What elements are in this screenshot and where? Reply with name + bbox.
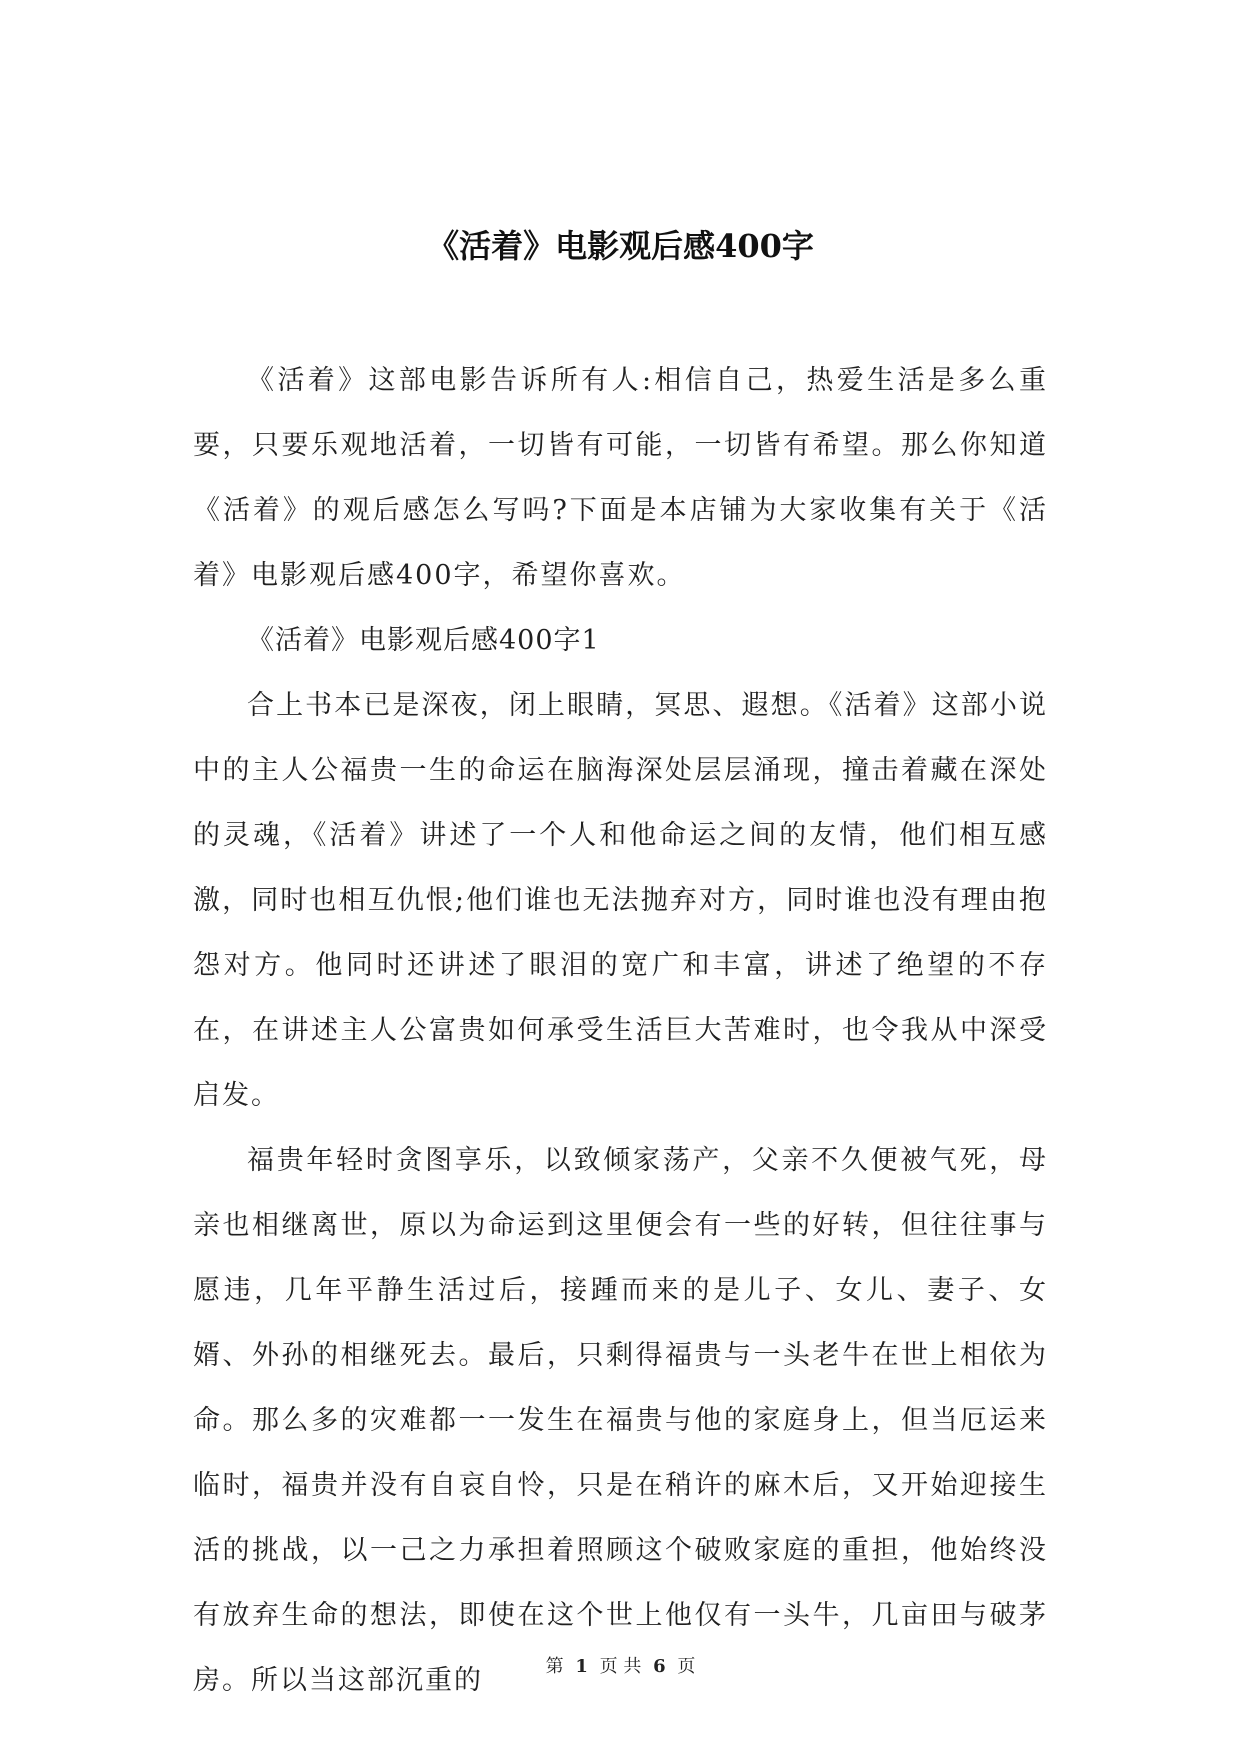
document-title: 《活着》电影观后感400字 <box>427 227 814 265</box>
section-heading: 《活着》电影观后感400字1 <box>247 625 600 656</box>
footer-middle: 页 共 <box>599 1656 642 1677</box>
document-body <box>193 348 1048 1713</box>
footer-suffix: 页 <box>677 1656 696 1677</box>
intro-paragraph: 《活着》这部电影告诉所有人:相信自己，热爱生活是多么重要，只要乐观地活着，一切皆有可能，一切皆有希望。那么你知道《活着》的观后感怎么写吗?下面是本店铺为大家收集有关于《活着》电影观后感400字，希望你喜欢。 <box>193 365 1048 591</box>
total-page-count: 6 <box>653 1656 666 1677</box>
page-footer <box>0 1654 1241 1680</box>
current-page-number: 1 <box>575 1656 588 1677</box>
footer-prefix: 第 <box>545 1656 564 1677</box>
body-paragraph: 福贵年轻时贪图享乐，以致倾家荡产，父亲不久便被气死，母亲也相继离世，原以为命运到这里便会有一些的好转，但往往事与愿违，几年平静生活过后，接踵而来的是儿子、女儿、妻子、女婿、外孙的相继死去。最后，只剩得福贵与一头老牛在世上相依为命。那么多的灾难都一一发生在福贵与他的家庭身上，但当厄运来临时，福贵并没有自哀自怜，只是在稍许的麻木后，又开始迎接生活的挑战，以一己之力承担着照顾这个破败家庭的重担，他始终没有放弃生命的想法，即使在这个世上他仅有一头牛，几亩田与破茅房。所以当这部沉重的 <box>193 1145 1048 1696</box>
body-paragraph: 合上书本已是深夜，闭上眼睛，冥思、遐想。《活着》这部小说中的主人公福贵一生的命运在脑海深处层层涌现，撞击着藏在深处的灵魂，《活着》讲述了一个人和他命运之间的友情，他们相互感激，同时也相互仇恨;他们谁也无法抛弃对方，同时谁也没有理由抱怨对方。他同时还讲述了眼泪的宽广和丰富，讲述了绝望的不存在，在讲述主人公富贵如何承受生活巨大苦难时，也令我从中深受启发。 <box>193 690 1048 1111</box>
